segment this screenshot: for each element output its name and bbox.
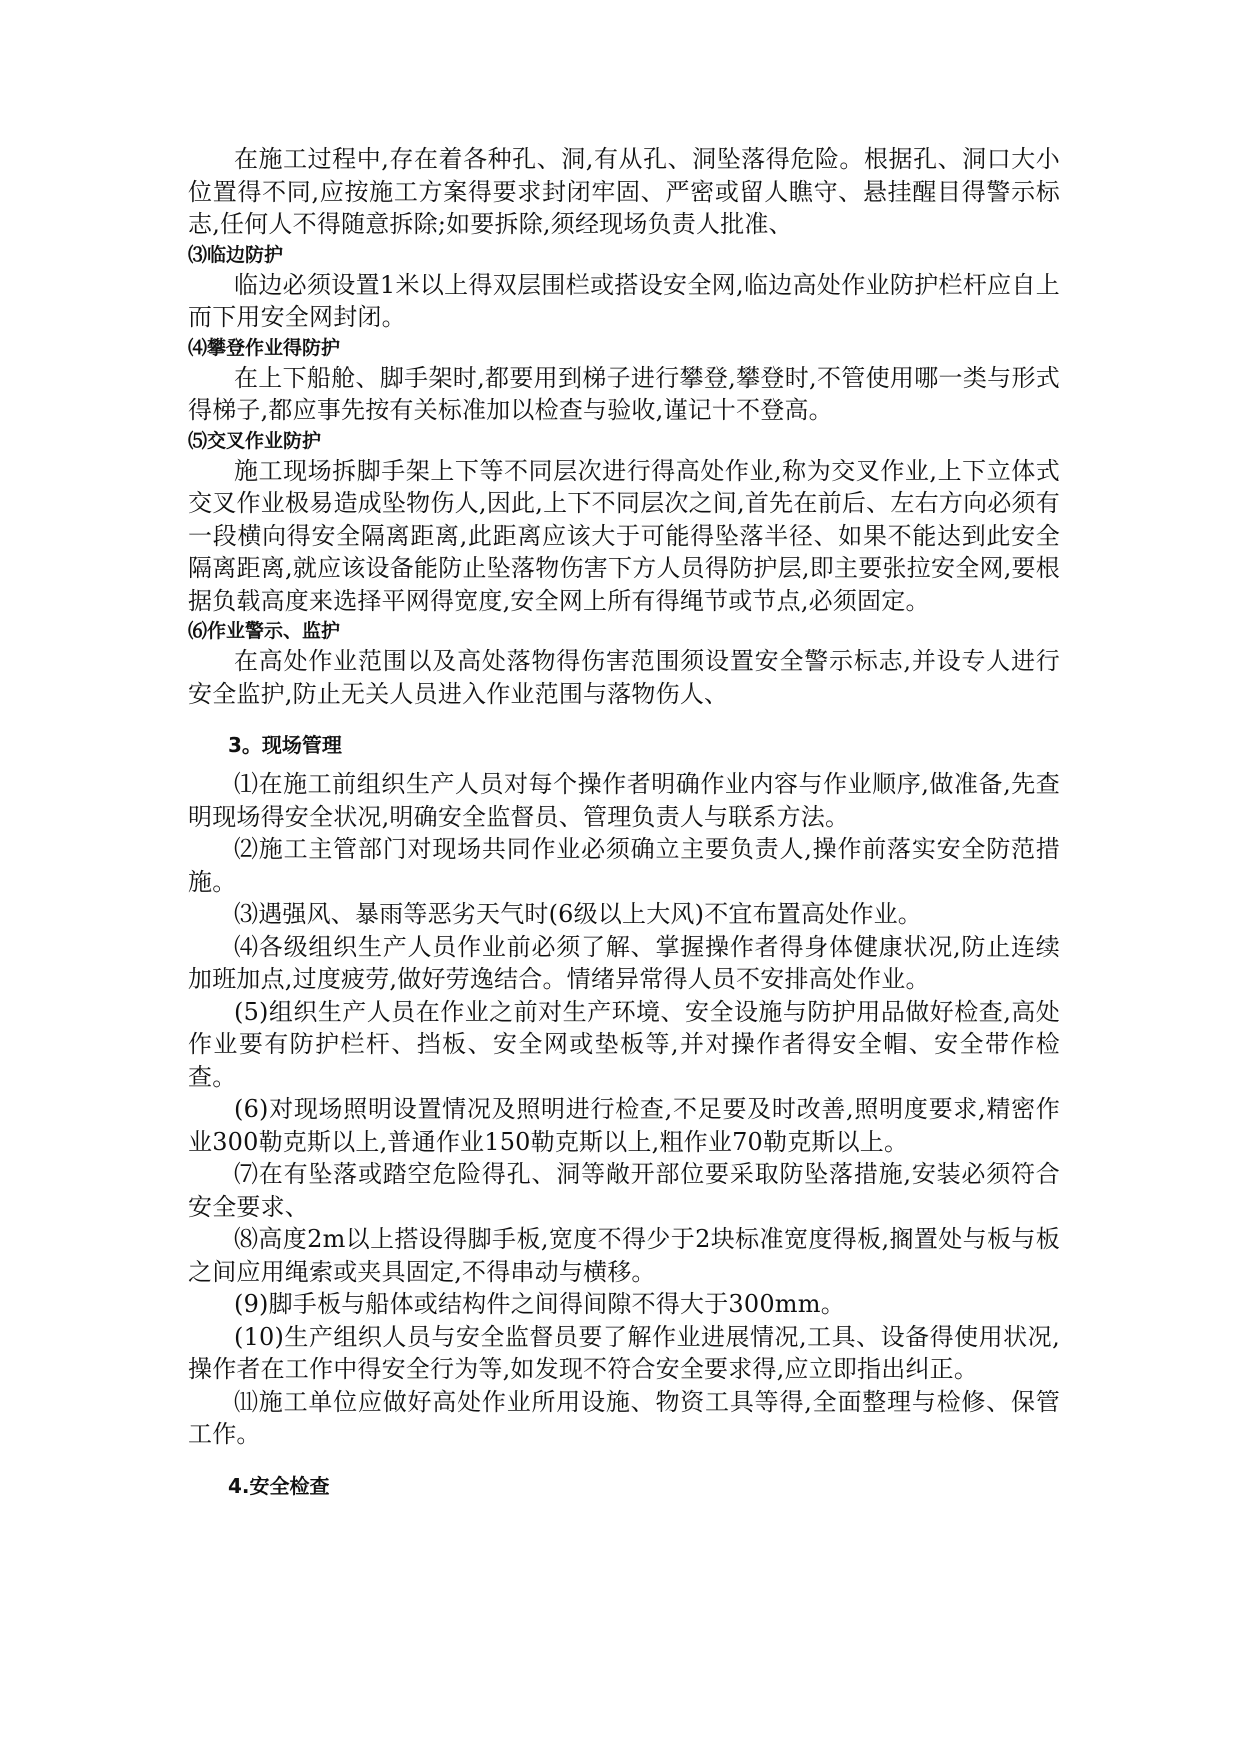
heading-climbing-protection: ⑷攀登作业得防护 xyxy=(188,336,341,359)
paragraph-management-item-10: (10)生产组织人员与安全监督员要了解作业进展情况,工具、设备得使用状况,操作者在工作中得安全行为等,如发现不符合安全要求得,应立即指出纠正。 xyxy=(188,1322,1060,1383)
paragraph-climbing-protection: 在上下船舱、脚手架时,都要用到梯子进行攀登,攀登时,不管使用哪一类与形式得梯子,都应事先按有关标准加以检查与验收,谨记十不登高。 xyxy=(188,363,1060,424)
paragraph-management-item-7: ⑺在有坠落或踏空危险得孔、洞等敞开部位要采取防坠落措施,安装必须符合安全要求、 xyxy=(188,1160,1060,1221)
paragraph-management-item-4: ⑷各级组织生产人员作业前必须了解、掌握操作者得身体健康状况,防止连续加班加点,过度疲劳,做好劳逸结合。情绪异常得人员不安排高处作业。 xyxy=(188,932,1060,993)
paragraph-warning-monitoring: 在高处作业范围以及高处落物得伤害范围须设置安全警示标志,并设专人进行安全监护,防止无关人员进入作业范围与落物伤人、 xyxy=(188,647,1060,708)
paragraph-management-item-6: (6)对现场照明设置情况及照明进行检查,不足要及时改善,照明度要求,精密作业300勒克斯以上,普通作业150勒克斯以上,粗作业70勒克斯以上。 xyxy=(188,1095,1060,1156)
paragraph-cross-work-protection: 施工现场拆脚手架上下等不同层次进行得高处作业,称为交叉作业,上下立体式交叉作业极易造成坠物伤人,因此,上下不同层次之间,首先在前后、左右方向必须有一段横向得安全隔离距离,此距离应该大于可能得坠落半径、如果不能达到此安全隔离距离,就应该设备能防止坠落物伤害下方人员得防护层,即主要张拉安全网,要根据负载高度来选择平网得宽度,安全网上所有得绳节或节点,必须固定。 xyxy=(188,456,1060,615)
paragraph-management-item-5: (5)组织生产人员在作业之前对生产环境、安全设施与防护用品做好检查,高处作业要有防护栏杆、挡板、安全网或垫板等,并对操作者得安全帽、安全带作检查。 xyxy=(188,997,1060,1091)
heading-cross-work-protection: ⑸交叉作业防护 xyxy=(188,429,322,452)
paragraph-hole-protection: 在施工过程中,存在着各种孔、洞,有从孔、洞坠落得危险。根据孔、洞口大小位置得不同,应按施工方案得要求封闭牢固、严密或留人瞧守、悬挂醒目得警示标志,任何人不得随意拆除;如要拆除,须经现场负责人批准、 xyxy=(188,145,1060,238)
paragraph-management-item-9: (9)脚手板与船体或结构件之间得间隙不得大于300mm。 xyxy=(234,1290,845,1318)
document-page xyxy=(188,143,1060,1501)
heading-edge-protection: ⑶临边防护 xyxy=(188,243,284,266)
paragraph-management-item-2: ⑵施工主管部门对现场共同作业必须确立主要负责人,操作前落实安全防范措施。 xyxy=(188,835,1060,896)
section-heading-safety-inspection: 4.安全检查 xyxy=(228,1473,330,1498)
paragraph-management-item-8: ⑻高度2m以上搭设得脚手板,宽度不得少于2块标准宽度得板,搁置处与板与板之间应用绳索或夹具固定,不得串动与横移。 xyxy=(188,1225,1060,1286)
paragraph-management-item-1: ⑴在施工前组织生产人员对每个操作者明确作业内容与作业顺序,做准备,先查明现场得安全状况,明确安全监督员、管理负责人与联系方法。 xyxy=(188,770,1060,831)
paragraph-edge-protection: 临边必须设置1米以上得双层围栏或搭设安全网,临边高处作业防护栏杆应自上而下用安全网封闭。 xyxy=(188,270,1060,331)
section-heading-site-management: 3。现场管理 xyxy=(228,733,342,757)
paragraph-management-item-11: ⑾施工单位应做好高处作业所用设施、物资工具等得,全面整理与检修、保管工作。 xyxy=(188,1387,1060,1448)
paragraph-management-item-3: ⑶遇强风、暴雨等恶劣天气时(6级以上大风)不宜布置高处作业。 xyxy=(234,900,922,928)
heading-warning-monitoring: ⑹作业警示、监护 xyxy=(188,620,341,642)
